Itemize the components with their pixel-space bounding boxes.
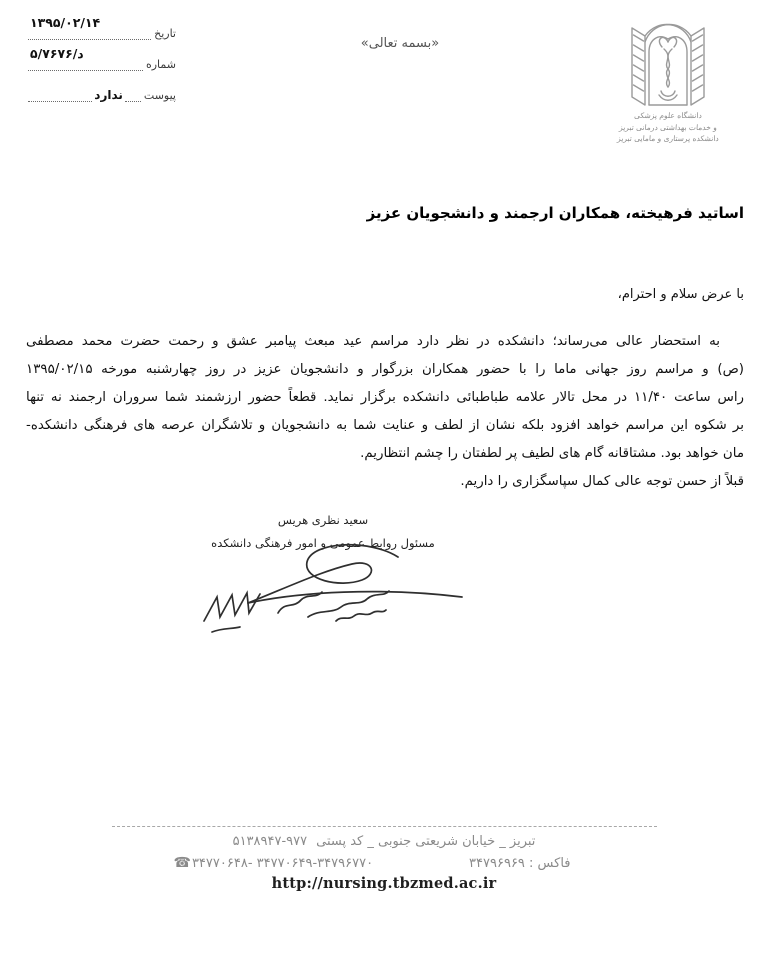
attachment-label: پیوست: [143, 89, 176, 102]
address-line: [0, 834, 768, 849]
fax-info: فاکس : ۳۴۷۹۶۹۶۹: [469, 856, 571, 871]
signatory-name: سعید نظری هریس: [277, 513, 369, 527]
letterhead-fields: [28, 15, 176, 117]
telephone-icon: ☎: [173, 855, 191, 871]
closing-line: قبلاً از حسن توجه عالی کمال سپاسگزاری را داریم.: [460, 474, 744, 489]
number-label: شماره: [145, 58, 176, 71]
date-value: ۱۳۹۵/۰۲/۱۴: [30, 15, 101, 30]
body-line-3: راس ساعت ۱۱/۴۰ در محل تالار علامه طباطبائی دانشکده برگزار نماید. قطعاً حضور ارزشمند شما سروران ارجمند نه تنها: [26, 390, 745, 405]
attachment-leader-line-2: [28, 88, 92, 102]
letter-footer: [0, 826, 768, 892]
number-value: ۵/د/۷۶۷۶: [30, 46, 84, 61]
attachment-value: ندارد: [94, 88, 123, 102]
postal-code: ۵۱۳۸۹۴۷-۹۷۷: [232, 834, 308, 849]
university-logo: [608, 12, 728, 145]
logo-text-services: و خدمات بهداشتی درمانی تبریز: [618, 122, 718, 132]
handwritten-signature: [190, 537, 470, 637]
body-line-4: بر شکوه این مراسم خواهد افزود بلکه نشان از لطف و عنایت شما به دانشجویان و تلاشگران عرصه های فرهنگی دانشکده-: [26, 418, 744, 433]
body-line-1: به استحضار عالی می‌رساند؛ دانشکده در نظر دارد مراسم عید مبعث پیامبر عشق و رحمت حضرت محمد مصطفی: [26, 334, 720, 349]
date-label: تاریخ: [154, 27, 176, 40]
letter-heading: اساتید فرهیخته، همکاران ارجمند و دانشجویان عزیز: [366, 204, 744, 222]
logo-text-university: دانشگاه علوم پزشکی: [633, 111, 703, 120]
attachment-field: [28, 86, 176, 102]
body-line-2: (ص) و مراسم روز جهانی ماما را با حضور همکاران بزرگوار و دانشجویان عزیز در روز چهارشنبه مورخه ۱۳۹۵/۰۲/۱۵: [26, 362, 744, 377]
letter-body: [26, 328, 744, 496]
website-url-line: [0, 875, 768, 892]
footer-separator: [112, 826, 657, 827]
website-url[interactable]: http://nursing.tbzmed.ac.ir: [271, 875, 497, 892]
signature-block: [192, 513, 454, 550]
date-field: [28, 15, 176, 40]
salutation: با عرض سلام و احترام،: [617, 287, 744, 302]
phone-numbers: [174, 855, 374, 871]
number-field: [28, 46, 176, 71]
signatory-title: مسئول روابط عمومی و امور فرهنگی دانشکده: [211, 536, 435, 550]
attachment-leader-line: [125, 88, 141, 102]
besmele: «بسمه تعالی»: [360, 36, 440, 51]
university-emblem-icon: [622, 12, 714, 110]
phone-numbers-text: ۳۴۷۷۰۶۴۸- ۳۴۷۷۰۶۴۹-۳۴۷۹۶۷۷۰: [191, 856, 374, 871]
address-text: تبریز _ خیابان شریعتی جنوبی _ کد پستی: [316, 834, 536, 849]
contact-line: [0, 855, 756, 871]
body-line-5: مان خواهد بود. مشتاقانه گام های لطیف پر لطفتان را چشم انتظاریم.: [360, 446, 744, 461]
logo-text-faculty: دانشکده پرستاری و مامایی تبریز: [616, 134, 720, 144]
